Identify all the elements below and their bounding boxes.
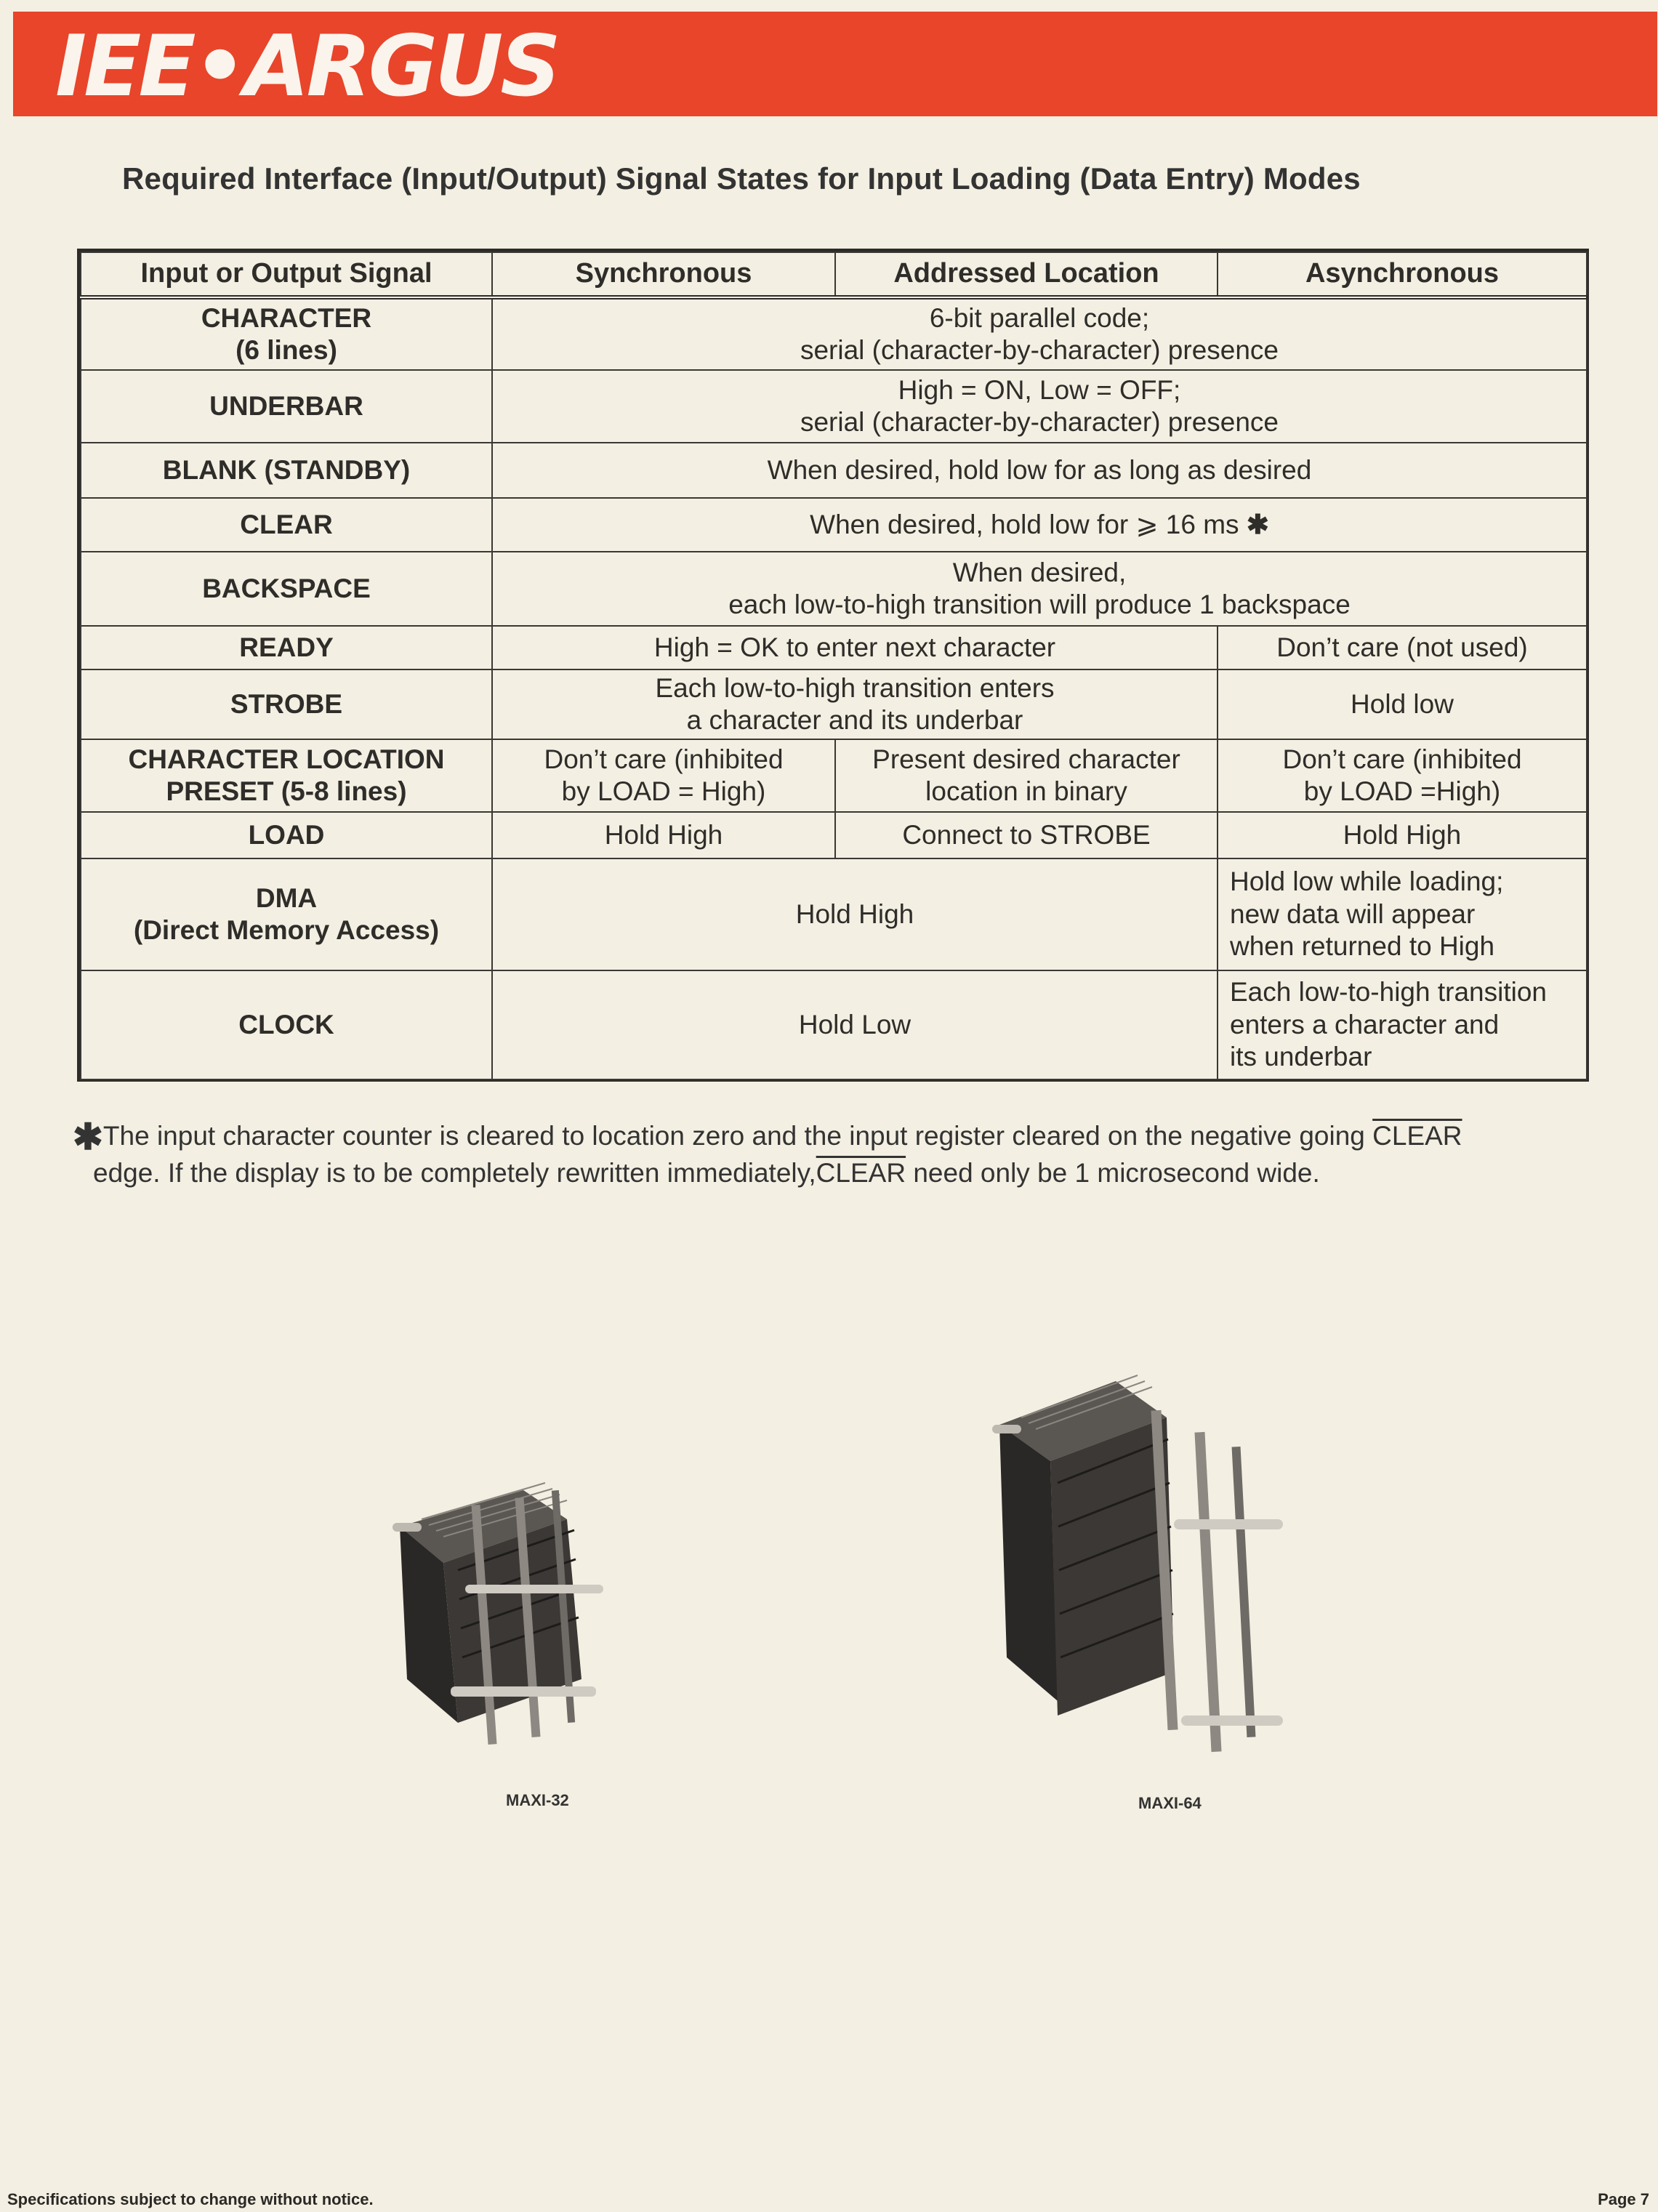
maxi-64-photo [970, 1367, 1312, 1774]
cell-text: Each low-to-high transition [1230, 977, 1547, 1008]
signal-name-cell [81, 739, 492, 812]
signal-detail: (Direct Memory Access) [133, 915, 440, 945]
async-cell: Don’t care (not used) [1218, 626, 1587, 669]
signal-name: DMA [255, 882, 318, 913]
signal-name: READY [81, 626, 492, 669]
clear-signal-overline: CLEAR [1372, 1121, 1462, 1151]
cell-text: a character and its underbar [686, 705, 1023, 735]
column-header-asynchronous: Asynchronous [1218, 252, 1587, 297]
table-header-row [81, 252, 1587, 297]
sync-cell: Hold High [492, 812, 835, 858]
table-row-ready [81, 626, 1587, 669]
cell-text: Each low-to-high transition enters [655, 672, 1055, 703]
cell-text: When desired, [952, 557, 1127, 587]
cell-text: each low-to-high transition will produce 1 backspace [728, 590, 1351, 619]
signal-name: CHARACTER LOCATION [128, 744, 445, 774]
async-cell [1218, 970, 1587, 1079]
signal-name: CHARACTER [201, 302, 372, 333]
signal-name: UNDERBAR [81, 370, 492, 443]
cell-text: enters a character and [1230, 1009, 1500, 1039]
all-modes-cell: When desired, hold low for as long as desired [492, 443, 1587, 498]
cell-text: Don’t care (inhibited [1282, 744, 1522, 774]
cell-text: Hold low while loading; [1230, 866, 1504, 897]
cell-text: location in binary [925, 776, 1127, 806]
cell-text: new data will appear [1230, 898, 1476, 929]
async-cell [1218, 739, 1587, 812]
cell-text: its underbar [1230, 1042, 1372, 1072]
table-row-location-preset [81, 739, 1587, 812]
footnote-line-2 [73, 1155, 1628, 1191]
maxi-32-photo [378, 1461, 691, 1774]
cell-text: by LOAD = High) [561, 776, 766, 806]
cell-text: by LOAD =High) [1303, 776, 1501, 806]
cell-text: Don’t care (inhibited [544, 744, 784, 774]
cell-text: 6-bit parallel code; [929, 302, 1150, 333]
all-modes-cell [492, 552, 1587, 626]
addressed-cell [835, 739, 1218, 812]
signal-detail: (6 lines) [236, 335, 337, 365]
signal-name: CLEAR [81, 498, 492, 552]
signal-detail: PRESET (5-8 lines) [166, 776, 407, 806]
signal-name-cell [81, 858, 492, 970]
page-title: Required Interface (Input/Output) Signal States for Input Loading (Data Entry) Modes [122, 161, 1361, 196]
signal-name-cell [81, 297, 492, 370]
footnote-marker: ✱ [1246, 509, 1269, 539]
page-number: Page 7 [1598, 2190, 1649, 2208]
signal-states-table [77, 249, 1589, 1082]
column-header-synchronous: Synchronous [492, 252, 835, 297]
cell-text: serial (character-by-character) presence [800, 407, 1279, 437]
column-header-signal: Input or Output Signal [81, 252, 492, 297]
sync-addressed-cell: Hold High [492, 858, 1218, 970]
cell-text: Present desired character [872, 744, 1180, 774]
cell-text: When desired, hold low for ⩾ 16 ms [810, 509, 1239, 539]
table-row-clock [81, 970, 1587, 1079]
signal-name: STROBE [81, 669, 492, 739]
signal-name: CLOCK [81, 970, 492, 1079]
sync-addressed-cell: High = OK to enter next character [492, 626, 1218, 669]
cell-text: serial (character-by-character) presence [800, 335, 1279, 365]
maxi-32-caption: MAXI-32 [506, 1791, 569, 1809]
signal-name: BLANK (STANDBY) [81, 443, 492, 498]
sync-addressed-cell: Hold Low [492, 970, 1218, 1079]
maxi-64-caption: MAXI-64 [1138, 1794, 1202, 1812]
brand-logo: IEE•ARGUS [55, 17, 558, 116]
header-banner [13, 12, 1657, 116]
column-header-addressed-location: Addressed Location [835, 252, 1218, 297]
addressed-cell: Connect to STROBE [835, 812, 1218, 858]
table-row-load [81, 812, 1587, 858]
table-row-backspace [81, 552, 1587, 626]
table-row-underbar [81, 370, 1587, 443]
table-row-character [81, 297, 1587, 370]
async-cell: Hold low [1218, 669, 1587, 739]
signal-name: LOAD [81, 812, 492, 858]
cell-text: when returned to High [1230, 931, 1495, 962]
footnote-text: The input character counter is cleared to location zero and the input register cleared on the negative going [102, 1121, 1373, 1151]
cell-text: High = ON, Low = OFF; [898, 374, 1181, 405]
signal-name: BACKSPACE [81, 552, 492, 626]
all-modes-cell [492, 498, 1587, 552]
all-modes-cell [492, 370, 1587, 443]
footnote-text: edge. If the display is to be completely rewritten immediately, [93, 1158, 816, 1188]
footer-disclaimer: Specifications subject to change without notice. [7, 2190, 374, 2208]
footnote-text: need only be 1 microsecond wide. [906, 1158, 1320, 1188]
table-row-blank [81, 443, 1587, 498]
sync-cell [492, 739, 835, 812]
clear-signal-overline: CLEAR [816, 1158, 906, 1188]
footnote-line-1 [73, 1118, 1628, 1155]
footnote-marker: ✱ [73, 1117, 103, 1157]
table-row-strobe [81, 669, 1587, 739]
async-cell [1218, 858, 1587, 970]
sync-addressed-cell [492, 669, 1218, 739]
async-cell: Hold High [1218, 812, 1587, 858]
footnote [73, 1118, 1628, 1191]
table-row-clear [81, 498, 1587, 552]
all-modes-cell [492, 297, 1587, 370]
table-row-dma [81, 858, 1587, 970]
